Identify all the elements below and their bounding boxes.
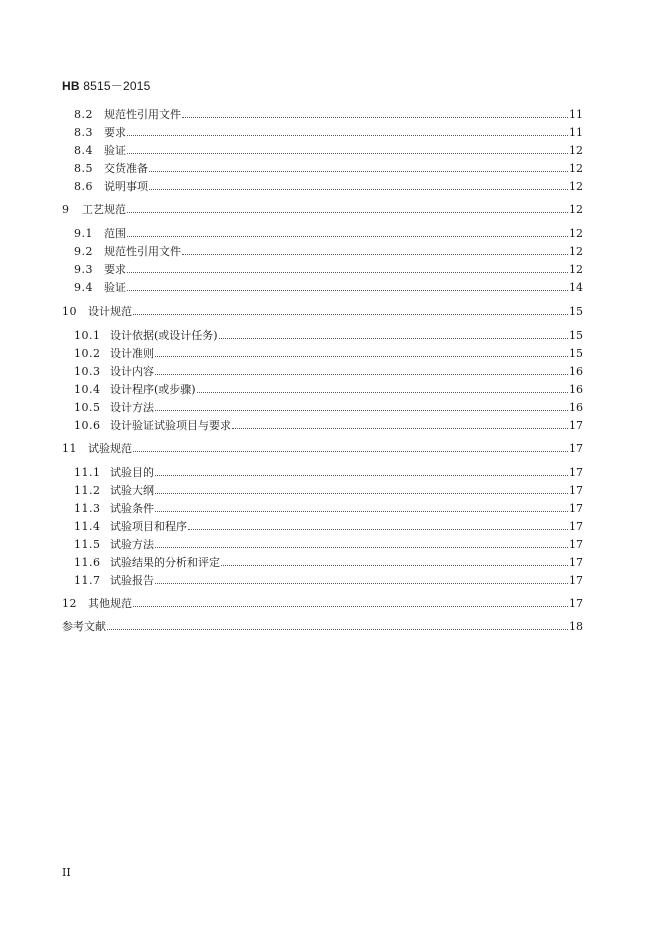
toc-leader-dots	[155, 374, 568, 375]
toc-leader-dots	[182, 117, 568, 118]
toc-entry-title: 试验规范	[88, 442, 132, 455]
toc-leader-dots	[133, 451, 568, 452]
toc-entry[interactable]	[62, 379, 583, 396]
toc-leader-dots	[127, 290, 568, 291]
toc-leader-dots	[221, 565, 568, 566]
toc-entry-page: 16	[569, 401, 583, 414]
toc-entry-title: 设计规范	[88, 305, 132, 318]
toc-leader-dots	[127, 272, 568, 273]
toc-entry[interactable]	[62, 616, 583, 633]
toc-entry-page: 12	[569, 263, 583, 276]
toc-entry-title: 设计验证试验项目与要求	[110, 419, 231, 432]
toc-entry-number: 9.3	[74, 263, 93, 276]
toc-entry-title: 规范性引用文件	[104, 108, 181, 121]
toc-entry[interactable]	[62, 534, 583, 551]
toc-entry-page: 11	[569, 126, 583, 139]
toc-leader-dots	[219, 338, 568, 339]
toc-entry-number: 9.4	[74, 281, 93, 294]
toc-leader-dots	[155, 547, 568, 548]
toc-entry[interactable]	[62, 570, 583, 587]
toc-entry-title: 其他规范	[88, 597, 132, 610]
toc-entry-page: 16	[569, 383, 583, 396]
toc-entry[interactable]	[62, 259, 583, 276]
toc-entry[interactable]	[62, 301, 583, 318]
toc-entry-page: 18	[569, 620, 583, 633]
toc-entry-page: 17	[569, 442, 583, 455]
toc-leader-dots	[188, 529, 568, 530]
toc-entry[interactable]	[62, 104, 583, 121]
toc-entry-number: 10.6	[74, 419, 101, 432]
toc-leader-dots	[133, 606, 568, 607]
toc-entry-page: 16	[569, 365, 583, 378]
toc-entry-title: 设计准则	[110, 347, 154, 360]
toc-entry-number: 8.6	[74, 180, 93, 193]
toc-entry-page: 17	[569, 419, 583, 432]
toc-leader-dots	[127, 153, 568, 154]
toc-entry-page: 17	[569, 538, 583, 551]
toc-entry[interactable]	[62, 397, 583, 414]
toc-entry-page: 12	[569, 227, 583, 240]
toc-entry[interactable]	[62, 223, 583, 240]
toc-entry-page: 12	[569, 162, 583, 175]
toc-entry[interactable]	[62, 498, 583, 515]
toc-entry-page: 15	[569, 305, 583, 318]
toc-entry-number: 9.2	[74, 245, 93, 258]
document-code	[62, 77, 150, 94]
toc-entry-title: 工艺规范	[82, 203, 126, 216]
toc-entry-number: 10.5	[74, 401, 101, 414]
toc-entry-title: 交货准备	[104, 162, 148, 175]
toc-entry-page: 17	[569, 520, 583, 533]
toc-entry-title: 设计方法	[110, 401, 154, 414]
toc-entry-page: 11	[569, 108, 583, 121]
toc-entry[interactable]	[62, 480, 583, 497]
document-code-number: 8515－2015	[79, 79, 151, 93]
toc-entry-title: 试验结果的分析和评定	[110, 556, 220, 569]
toc-entry-page: 15	[569, 329, 583, 342]
toc-leader-dots	[155, 356, 568, 357]
toc-entry-number: 10.4	[74, 383, 101, 396]
toc-entry-page: 17	[569, 484, 583, 497]
toc-entry-page: 17	[569, 574, 583, 587]
toc-entry[interactable]	[62, 438, 583, 455]
toc-leader-dots	[155, 493, 568, 494]
toc-entry-number: 11.1	[74, 466, 101, 479]
toc-entry-title: 范围	[104, 227, 126, 240]
toc-entry-page: 12	[569, 203, 583, 216]
toc-entry-title: 设计内容	[110, 365, 154, 378]
toc-entry-title: 设计依据(或设计任务)	[110, 329, 218, 342]
toc-entry-title: 验证	[104, 144, 126, 157]
toc-entry-number: 9	[62, 203, 70, 216]
toc-entry-number: 11.2	[74, 484, 101, 497]
toc-entry-title: 试验目的	[110, 466, 154, 479]
toc-leader-dots	[197, 392, 568, 393]
toc-entry-number: 11	[62, 442, 77, 455]
toc-entry-page: 17	[569, 466, 583, 479]
toc-entry[interactable]	[62, 158, 583, 175]
toc-leader-dots	[155, 410, 568, 411]
toc-entry[interactable]	[62, 462, 583, 479]
toc-entry-title: 说明事项	[104, 180, 148, 193]
toc-leader-dots	[182, 254, 568, 255]
toc-leader-dots	[149, 189, 568, 190]
toc-entry-page: 12	[569, 144, 583, 157]
toc-leader-dots	[127, 135, 568, 136]
toc-entry-title: 试验大纲	[110, 484, 154, 497]
toc-entry-number: 9.1	[74, 227, 93, 240]
toc-entry-number: 11.3	[74, 502, 101, 515]
toc-entry[interactable]	[62, 415, 583, 432]
toc-leader-dots	[127, 236, 568, 237]
toc-entry[interactable]	[62, 516, 583, 533]
toc-entry-page: 12	[569, 180, 583, 193]
toc-entry[interactable]	[62, 593, 583, 610]
toc-entry-title: 要求	[104, 126, 126, 139]
toc-entry-number: 11.6	[74, 556, 101, 569]
toc-entry[interactable]	[62, 361, 583, 378]
toc-entry-title: 试验方法	[110, 538, 154, 551]
toc-leader-dots	[149, 171, 568, 172]
toc-entry-number: 10.3	[74, 365, 101, 378]
toc-entry[interactable]	[62, 199, 583, 216]
toc-entry[interactable]	[62, 343, 583, 360]
toc-entry-number: 11.7	[74, 574, 101, 587]
toc-entry-page: 15	[569, 347, 583, 360]
toc-entry-page: 17	[569, 502, 583, 515]
toc-entry-page: 14	[569, 281, 583, 294]
toc-entry-page: 17	[569, 556, 583, 569]
toc-entry-number: 8.5	[74, 162, 93, 175]
toc-entry-number: 11.5	[74, 538, 101, 551]
toc-entry-number: 10.1	[74, 329, 101, 342]
toc-leader-dots	[133, 314, 568, 315]
toc-leader-dots	[155, 511, 568, 512]
toc-entry[interactable]	[62, 325, 583, 342]
toc-entry-number: 10.2	[74, 347, 101, 360]
toc-entry-page: 12	[569, 245, 583, 258]
toc-entry[interactable]	[62, 552, 583, 569]
toc-entry-title: 验证	[104, 281, 126, 294]
toc-entry-number: 8.3	[74, 126, 93, 139]
toc-entry-number: 10	[62, 305, 77, 318]
toc-entry-number: 11.4	[74, 520, 101, 533]
toc-leader-dots	[232, 428, 568, 429]
toc-entry-page: 17	[569, 597, 583, 610]
toc-entry-title: 要求	[104, 263, 126, 276]
toc-leader-dots	[155, 475, 568, 476]
toc-entry-number: 12	[62, 597, 77, 610]
toc-entry[interactable]	[62, 277, 583, 294]
toc-entry-number: 8.4	[74, 144, 93, 157]
document-code-prefix: HB	[62, 79, 80, 93]
toc-entry-title: 试验条件	[110, 502, 154, 515]
toc-entry[interactable]	[62, 122, 583, 139]
toc-entry-title: 规范性引用文件	[104, 245, 181, 258]
page-number: II	[62, 866, 71, 879]
toc-leader-dots	[127, 212, 568, 213]
toc-entry-title: 试验报告	[110, 574, 154, 587]
toc-entry[interactable]	[62, 241, 583, 258]
toc-entry-title: 试验项目和程序	[110, 520, 187, 533]
toc-leader-dots	[107, 629, 568, 630]
toc-entry[interactable]	[62, 140, 583, 157]
toc-entry[interactable]	[62, 176, 583, 193]
toc-leader-dots	[155, 583, 568, 584]
toc-entry-title: 参考文献	[62, 620, 106, 633]
toc-entry-title: 设计程序(或步骤)	[110, 383, 196, 396]
toc-entry-number: 8.2	[74, 108, 93, 121]
